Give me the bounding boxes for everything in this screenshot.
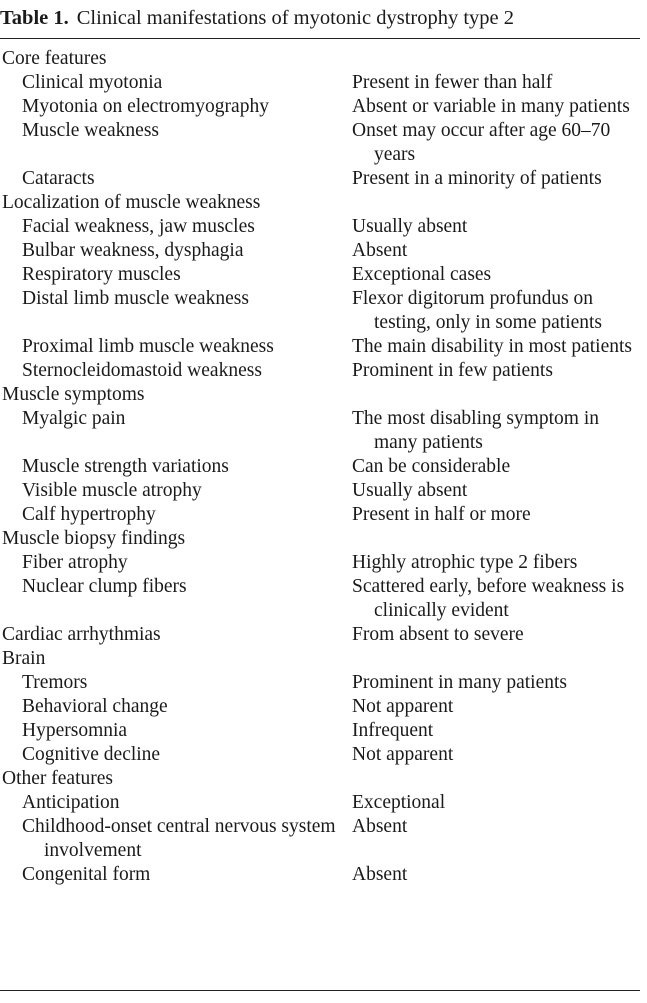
table-section-row — [0, 191, 647, 215]
table-row — [0, 863, 647, 887]
table-row — [0, 287, 647, 335]
manifestation-cell: Prominent in many patients — [352, 672, 568, 693]
feature-cell: Facial weakness, jaw muscles — [22, 216, 255, 237]
feature-cell: Tremors — [22, 672, 88, 693]
feature-cell: Childhood-onset central nervous system involvement — [22, 816, 336, 861]
manifestation-cell: Usually absent — [352, 216, 468, 237]
manifestation-cell: Onset may occur after age 60–70 years — [352, 120, 611, 165]
manifestation-cell: Absent or variable in many patients — [352, 96, 630, 117]
manifestation-cell: Not apparent — [352, 744, 454, 765]
manifestation-cell: Not apparent — [352, 696, 454, 717]
table-section-row — [0, 527, 647, 551]
manifestation-cell: Absent — [352, 816, 408, 837]
manifestation-cell: The main disability in most patients — [352, 336, 633, 357]
table-row — [0, 479, 647, 503]
manifestation-cell: Scattered early, before weakness is clinically evident — [352, 576, 625, 621]
manifestation-cell: From absent to severe — [352, 624, 524, 645]
feature-cell: Nuclear clump fibers — [22, 576, 187, 597]
table-caption — [0, 6, 514, 30]
feature-cell: Clinical myotonia — [22, 72, 163, 93]
table-row — [0, 791, 647, 815]
manifestation-cell: The most disabling symptom in many patients — [352, 408, 599, 453]
manifestation-cell: Can be considerable — [352, 456, 511, 477]
feature-cell: Anticipation — [22, 792, 120, 813]
manifestation-cell: Exceptional cases — [352, 264, 492, 285]
table-section-row — [0, 47, 647, 71]
table-row — [0, 239, 647, 263]
table-section-row — [0, 383, 647, 407]
table-section-row — [0, 767, 647, 791]
table-row — [0, 743, 647, 767]
feature-cell: Calf hypertrophy — [22, 504, 156, 525]
table-row — [0, 551, 647, 575]
feature-cell: Behavioral change — [22, 696, 168, 717]
section-heading: Muscle biopsy findings — [2, 528, 186, 549]
table-section-row — [0, 647, 647, 671]
feature-cell: Sternocleidomastoid weakness — [22, 360, 262, 381]
section-heading: Muscle symptoms — [2, 384, 145, 405]
table-title: Clinical manifestations of myotonic dystrophy type 2 — [76, 7, 515, 29]
feature-cell: Cognitive decline — [22, 744, 161, 765]
feature-cell: Fiber atrophy — [22, 552, 128, 573]
manifestation-cell: Flexor digitorum profundus on testing, only in some patients — [352, 288, 603, 333]
section-heading: Cardiac arrhythmias — [2, 624, 161, 645]
manifestation-cell: Infrequent — [352, 720, 434, 741]
feature-cell: Muscle weakness — [22, 120, 160, 141]
table-label: Table 1. — [0, 7, 69, 29]
feature-cell: Proximal limb muscle weakness — [22, 336, 274, 357]
table-row — [0, 503, 647, 527]
table-row — [0, 359, 647, 383]
table-row — [0, 407, 647, 455]
feature-cell: Bulbar weakness, dysphagia — [22, 240, 244, 261]
feature-cell: Respiratory muscles — [22, 264, 181, 285]
section-heading: Other features — [2, 768, 113, 789]
manifestation-cell: Absent — [352, 240, 408, 261]
table-row — [0, 719, 647, 743]
manifestation-cell: Usually absent — [352, 480, 468, 501]
feature-cell: Myalgic pain — [22, 408, 126, 429]
table-row — [0, 335, 647, 359]
feature-cell: Cataracts — [22, 168, 95, 189]
feature-cell: Muscle strength variations — [22, 456, 229, 477]
feature-cell: Myotonia on electromyography — [22, 96, 269, 117]
manifestation-cell: Absent — [352, 864, 408, 885]
table-row — [0, 695, 647, 719]
table-row — [0, 671, 647, 695]
feature-cell: Hypersomnia — [22, 720, 128, 741]
table-row — [0, 71, 647, 95]
manifestation-cell: Exceptional — [352, 792, 446, 813]
table-row — [0, 263, 647, 287]
section-heading: Brain — [2, 648, 46, 669]
table-row — [0, 119, 647, 167]
feature-cell: Congenital form — [22, 864, 151, 885]
table-row — [0, 167, 647, 191]
table-row — [0, 575, 647, 623]
manifestation-cell: Prominent in few patients — [352, 360, 553, 381]
manifestation-cell: Present in fewer than half — [352, 72, 553, 93]
section-heading: Core features — [2, 48, 107, 69]
table-section-row — [0, 623, 647, 647]
top-rule — [0, 38, 640, 39]
manifestation-cell: Present in a minority of patients — [352, 168, 602, 189]
bottom-rule — [0, 990, 640, 991]
table-row — [0, 455, 647, 479]
feature-cell: Distal limb muscle weakness — [22, 288, 249, 309]
table-row — [0, 95, 647, 119]
manifestation-cell: Highly atrophic type 2 fibers — [352, 552, 578, 573]
table-row — [0, 215, 647, 239]
table-body — [0, 47, 647, 887]
section-heading: Localization of muscle weakness — [2, 192, 261, 213]
table-row — [0, 815, 647, 863]
feature-cell: Visible muscle atrophy — [22, 480, 202, 501]
manifestation-cell: Present in half or more — [352, 504, 531, 525]
